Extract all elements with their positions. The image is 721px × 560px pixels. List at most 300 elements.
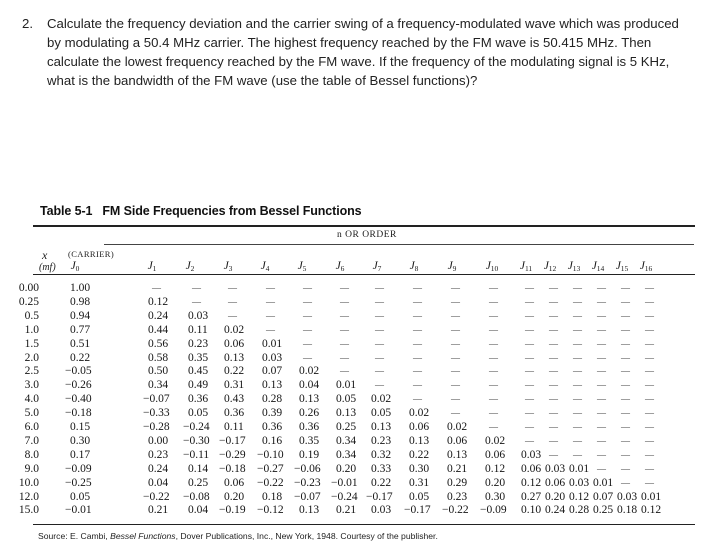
table-cell: — (573, 338, 582, 349)
table-cell: — (621, 310, 630, 321)
table-cell: — (525, 435, 534, 446)
table-cell: −0.22 (442, 504, 469, 517)
table-cell: — (525, 422, 534, 432)
column-header-j1: $J_1$ (147, 260, 157, 273)
table-cell: 0.25 (336, 421, 357, 433)
table-cell: — (525, 310, 534, 321)
table-cell: 0.28 (569, 504, 590, 517)
table-cell: 0.07 (262, 365, 283, 378)
table-cell: 0.34 (148, 379, 169, 392)
row-x-value: 2.5 (24, 365, 39, 378)
table-cell: 0.32 (371, 448, 392, 461)
table-cell: −0.33 (143, 407, 170, 420)
table-cell: −0.09 (65, 462, 92, 475)
table-cell: −0.07 (294, 490, 321, 503)
table-cell: 0.23 (188, 337, 209, 350)
table-cell: — (573, 422, 582, 432)
column-header-j10: $J_{10}$ (485, 260, 499, 273)
table-cell: 1.00 (70, 282, 91, 294)
table-cell: 0.06 (224, 476, 245, 489)
column-header-j13: $J_{13}$ (567, 260, 581, 273)
table-cell: — (573, 296, 582, 307)
table-cell: 0.06 (521, 462, 542, 475)
table-cell: 0.03 (371, 504, 392, 517)
table-cell: 0.18 (617, 504, 638, 517)
table-cell: — (549, 324, 558, 335)
order-header-rule (104, 244, 694, 245)
table-cell: — (489, 380, 498, 391)
table-cell: — (303, 352, 312, 363)
table-cell: — (621, 324, 630, 335)
table-cell: −0.28 (143, 421, 170, 433)
table-cell: 0.20 (224, 490, 245, 503)
table-cell: — (489, 296, 498, 307)
row-x-value: 7.0 (24, 434, 39, 447)
table-cell: 0.28 (262, 393, 283, 406)
table-cell: −0.23 (294, 476, 321, 489)
table-cell: 0.03 (617, 490, 638, 503)
table-cell: — (413, 394, 422, 405)
table-cell: 0.45 (188, 365, 209, 378)
table-cell: — (645, 422, 654, 432)
table-cell: 0.02 (371, 393, 392, 406)
table-cell: — (573, 366, 582, 377)
table-number: Table 5-1 (40, 204, 93, 218)
table-cell: 0.22 (70, 351, 91, 364)
table-cell: — (525, 366, 534, 377)
table-cell: — (451, 338, 460, 349)
table-cell: 0.05 (409, 490, 430, 503)
table-cell: — (645, 324, 654, 335)
table-cell: — (645, 366, 654, 377)
table-cell: 0.03 (545, 462, 566, 475)
table-cell: — (489, 310, 498, 321)
table-cell: 0.35 (188, 351, 209, 364)
table-cell: 0.36 (299, 421, 320, 433)
question-text: Calculate the frequency deviation and the carrier swing of a frequency-modulated wave which was produced by modulating a 50.4 MHz carrier. The highest frequency reached by the FM wave is 50.415 MHz. Then calculate the lowest frequency reached by the FM wave. If the frequency of the modulating signal is 5 KHz, what is the bandwidth of the FM wave (use the table of Bessel functions)? (47, 16, 679, 88)
column-header-j3: $J_3$ (223, 260, 233, 273)
table-cell: 0.05 (188, 407, 209, 420)
table-cell: — (573, 283, 582, 293)
table-cell: 0.35 (299, 434, 320, 447)
table-cell: −0.25 (65, 476, 92, 489)
table-cell: −0.40 (65, 393, 92, 406)
table-cell: — (549, 422, 558, 432)
table-cell: — (340, 352, 349, 363)
column-header-j0: $J_0$ (70, 260, 80, 273)
table-cell: — (489, 283, 498, 293)
table-cell: — (573, 435, 582, 446)
table-cell: — (525, 338, 534, 349)
table-cell: 0.13 (336, 407, 357, 420)
table-cell: 0.23 (447, 490, 468, 503)
table-cell: — (621, 435, 630, 446)
column-header-j16: $J_{16}$ (639, 260, 653, 273)
table-cell: — (621, 449, 630, 460)
table-cell: — (549, 283, 558, 293)
table-cell: — (597, 366, 606, 377)
table-cell: — (489, 366, 498, 377)
table-cell: 0.12 (148, 295, 169, 308)
table-cell: −0.12 (257, 504, 284, 517)
table-cell: 0.31 (224, 379, 245, 392)
table-cell: −0.19 (219, 504, 246, 517)
table-cell: — (413, 310, 422, 321)
table-cell: −0.24 (183, 421, 210, 433)
table-cell: −0.17 (366, 490, 393, 503)
table-cell: — (645, 310, 654, 321)
table-cell: — (549, 296, 558, 307)
table-cell: 0.04 (148, 476, 169, 489)
table-cell: 0.77 (70, 323, 91, 336)
table-cell: — (489, 338, 498, 349)
table-cell: 0.25 (188, 476, 209, 489)
source-prefix: Source: E. Cambi, (38, 531, 111, 541)
column-header-j5: $J_5$ (297, 260, 307, 273)
table-cell: 0.01 (641, 490, 662, 503)
table-cell: 0.14 (188, 462, 209, 475)
column-header-j4: $J_4$ (260, 260, 270, 273)
row-x-value: 1.5 (24, 337, 39, 350)
table-cell: — (340, 310, 349, 321)
table-cell: — (621, 394, 630, 405)
table-cell: — (645, 380, 654, 391)
table-cell: — (573, 449, 582, 460)
table-cell: — (451, 380, 460, 391)
table-cell: — (451, 283, 460, 293)
table-cell: — (525, 324, 534, 335)
table-cell: 0.19 (299, 448, 320, 461)
table-cell: — (597, 310, 606, 321)
table-cell: 0.03 (569, 476, 590, 489)
table-cell: — (597, 338, 606, 349)
table-cell: — (549, 408, 558, 419)
table-cell: — (549, 366, 558, 377)
table-top-rule (33, 225, 695, 227)
table-cell: 0.02 (299, 365, 320, 378)
question-number: 2. (22, 16, 33, 31)
table-cell: 0.21 (336, 504, 357, 517)
table-cell: — (621, 283, 630, 293)
column-header-j6: $J_6$ (335, 260, 345, 273)
table-cell: — (621, 380, 630, 391)
table-cell: — (549, 394, 558, 405)
table-cell: — (489, 394, 498, 405)
table-cell: 0.15 (70, 421, 91, 433)
table-cell: 0.11 (224, 421, 244, 433)
table-cell: — (597, 435, 606, 446)
row-x-value: 2.0 (24, 351, 39, 364)
table-cell: — (489, 352, 498, 363)
table-cell: — (451, 296, 460, 307)
table-cell: −0.29 (219, 448, 246, 461)
table-cell: — (303, 324, 312, 335)
table-cell: −0.01 (65, 504, 92, 517)
table-cell: — (549, 449, 558, 460)
table-cell: 0.04 (188, 504, 209, 517)
table-cell: — (228, 283, 237, 293)
table-cell: −0.17 (219, 434, 246, 447)
table-cell: −0.24 (331, 490, 358, 503)
table-cell: — (597, 324, 606, 335)
table-cell: — (451, 352, 460, 363)
table-cell: 0.22 (409, 448, 430, 461)
table-cell: — (303, 283, 312, 293)
table-cell: 0.13 (299, 393, 320, 406)
table-cell: — (413, 324, 422, 335)
table-cell: — (266, 310, 275, 321)
table-cell: 0.13 (371, 421, 392, 433)
table-cell: — (573, 380, 582, 391)
table-cell: 0.26 (299, 407, 320, 420)
table-cell: — (489, 422, 498, 432)
table-cell: — (451, 324, 460, 335)
table-cell: 0.43 (224, 393, 245, 406)
table-cell: −0.06 (294, 462, 321, 475)
source-suffix: , Dover Publications, Inc., New York, 1948. Courtesy of the publisher. (175, 531, 438, 541)
table-title (40, 204, 362, 218)
table-cell: — (645, 394, 654, 405)
table-cell: −0.27 (257, 462, 284, 475)
table-cell: — (192, 283, 201, 293)
row-x-value: 0.5 (24, 309, 39, 322)
table-cell: — (489, 408, 498, 419)
table-cell: — (573, 408, 582, 419)
table-cell: 0.21 (447, 462, 468, 475)
table-cell: 0.20 (545, 490, 566, 503)
table-cell: — (152, 283, 161, 293)
table-cell: 0.44 (148, 323, 169, 336)
table-cell: 0.18 (262, 490, 283, 503)
table-cell: 0.22 (224, 365, 245, 378)
table-cell: 0.05 (371, 407, 392, 420)
table-cell: — (645, 435, 654, 446)
table-cell: 0.00 (148, 434, 169, 447)
carrier-header: (CARRIER) (68, 249, 115, 259)
table-cell: 0.13 (409, 434, 430, 447)
table-cell: — (525, 352, 534, 363)
table-cell: 0.02 (485, 434, 506, 447)
table-cell: — (621, 366, 630, 377)
table-cell: — (597, 283, 606, 293)
row-x-value: 12.0 (18, 490, 39, 503)
column-header-j8: $J_8$ (409, 260, 419, 273)
table-cell: — (573, 310, 582, 321)
table-cell: — (451, 394, 460, 405)
table-cell: −0.07 (143, 393, 170, 406)
table-cell: — (549, 435, 558, 446)
table-cell: 0.58 (148, 351, 169, 364)
table-cell: — (303, 338, 312, 349)
table-cell: — (549, 338, 558, 349)
row-x-value: 6.0 (24, 421, 39, 433)
table-cell: — (645, 338, 654, 349)
table-cell: — (375, 338, 384, 349)
table-cell: 0.04 (299, 379, 320, 392)
table-cell: — (645, 463, 654, 474)
table-cell: — (525, 394, 534, 405)
table-cell: −0.08 (183, 490, 210, 503)
table-cell: — (375, 283, 384, 293)
table-cell: — (573, 352, 582, 363)
table-cell: 0.98 (70, 295, 91, 308)
table-cell: — (597, 352, 606, 363)
table-cell: 0.29 (447, 476, 468, 489)
header-rule (33, 274, 695, 275)
row-x-value: 1.0 (24, 323, 39, 336)
table-cell: — (413, 283, 422, 293)
table-cell: — (375, 296, 384, 307)
table-cell: — (597, 380, 606, 391)
table-cell: — (413, 338, 422, 349)
table-cell: — (340, 324, 349, 335)
table-cell: 0.33 (371, 462, 392, 475)
table-cell: −0.22 (143, 490, 170, 503)
table-cell: — (451, 408, 460, 419)
column-header-j11: $J_{11}$ (519, 260, 533, 273)
table-cell: 0.03 (188, 309, 209, 322)
table-cell: — (340, 366, 349, 377)
table-cell: — (621, 408, 630, 419)
row-x-value: 8.0 (24, 448, 39, 461)
table-cell: 0.17 (70, 448, 91, 461)
table-cell: 0.22 (371, 476, 392, 489)
table-cell: — (621, 477, 630, 488)
table-cell: 0.06 (224, 337, 245, 350)
table-cell: — (597, 449, 606, 460)
table-cell: 0.21 (148, 504, 169, 517)
table-cell: 0.03 (262, 351, 283, 364)
table-cell: — (340, 296, 349, 307)
table-cell: — (573, 394, 582, 405)
table-cell: −0.18 (219, 462, 246, 475)
column-header-j9: $J_9$ (447, 260, 457, 273)
table-cell: — (645, 352, 654, 363)
column-header-j7: $J_7$ (372, 260, 382, 273)
table-cell: 0.39 (262, 407, 283, 420)
table-cell: 0.10 (521, 504, 542, 517)
table-cell: — (451, 310, 460, 321)
table-cell: 0.36 (262, 421, 283, 433)
table-cell: 0.05 (70, 490, 91, 503)
table-cell: 0.23 (148, 448, 169, 461)
table-cell: 0.12 (641, 504, 662, 517)
table-cell: 0.13 (299, 504, 320, 517)
row-x-value: 5.0 (24, 407, 39, 420)
table-cell: 0.01 (593, 476, 614, 489)
table-cell: — (375, 352, 384, 363)
table-cell: −0.30 (183, 434, 210, 447)
table-cell: 0.06 (485, 448, 506, 461)
table-cell: 0.31 (409, 476, 430, 489)
table-cell: — (266, 324, 275, 335)
table-cell: 0.02 (224, 323, 245, 336)
row-x-value: 10.0 (18, 476, 39, 489)
table-cell: — (451, 366, 460, 377)
table-cell: — (340, 283, 349, 293)
table-cell: 0.94 (70, 309, 91, 322)
table-cell: — (340, 338, 349, 349)
order-header: n OR ORDER (337, 230, 397, 240)
source-book-title: Bessel Functions (110, 531, 176, 541)
column-header-j12: $J_{12}$ (543, 260, 557, 273)
table-cell: — (645, 449, 654, 460)
table-cell: — (413, 296, 422, 307)
table-cell: 0.11 (188, 323, 208, 336)
row-x-value: 15.0 (18, 504, 39, 517)
table-cell: — (375, 324, 384, 335)
table-cell: — (266, 296, 275, 307)
table-cell: — (549, 380, 558, 391)
table-cell: — (621, 422, 630, 432)
table-cell: — (621, 463, 630, 474)
table-cell: 0.25 (593, 504, 614, 517)
table-cell: 0.12 (485, 462, 506, 475)
table-cell: 0.36 (188, 393, 209, 406)
table-cell: 0.12 (569, 490, 590, 503)
table-cell: 0.30 (70, 434, 91, 447)
table-cell: 0.06 (447, 434, 468, 447)
table-cell: 0.23 (371, 434, 392, 447)
table-cell: −0.10 (257, 448, 284, 461)
row-x-value: 3.0 (24, 379, 39, 392)
table-cell: — (266, 283, 275, 293)
table-cell: — (192, 296, 201, 307)
table-cell: — (413, 366, 422, 377)
table-cell: — (525, 283, 534, 293)
table-cell: — (597, 408, 606, 419)
mf-header: (mf) (39, 262, 56, 273)
table-cell: 0.12 (521, 476, 542, 489)
table-cell: — (597, 394, 606, 405)
table-cell: 0.06 (409, 421, 430, 433)
table-cell: −0.26 (65, 379, 92, 392)
table-cell: — (645, 296, 654, 307)
table-cell: −0.22 (257, 476, 284, 489)
column-header-j2: $J_2$ (185, 260, 195, 273)
table-cell: −0.11 (183, 448, 210, 461)
table-cell: — (597, 422, 606, 432)
table-cell: — (303, 310, 312, 321)
table-cell: 0.01 (336, 379, 357, 392)
table-cell: — (413, 380, 422, 391)
table-cell: — (525, 408, 534, 419)
table-cell: 0.27 (521, 490, 542, 503)
table-cell: 0.13 (224, 351, 245, 364)
table-cell: — (621, 338, 630, 349)
table-cell: 0.51 (70, 337, 91, 350)
table-cell: — (597, 463, 606, 474)
table-caption: FM Side Frequencies from Bessel Functions (102, 204, 362, 218)
table-cell: — (228, 310, 237, 321)
table-cell: — (621, 296, 630, 307)
table-cell: 0.01 (569, 462, 590, 475)
x-header: x (42, 248, 48, 262)
table-cell: −0.05 (65, 365, 92, 378)
table-cell: 0.24 (148, 309, 169, 322)
table-cell: — (645, 477, 654, 488)
table-cell: 0.24 (545, 504, 566, 517)
table-cell: — (413, 352, 422, 363)
table-cell: −0.17 (404, 504, 431, 517)
column-header-j15: $J_{15}$ (615, 260, 629, 273)
table-cell: — (375, 380, 384, 391)
row-x-value: 9.0 (24, 462, 39, 475)
column-header-j14: $J_{14}$ (591, 260, 605, 273)
table-cell: 0.50 (148, 365, 169, 378)
table-cell: — (549, 310, 558, 321)
table-bottom-rule (33, 524, 695, 525)
